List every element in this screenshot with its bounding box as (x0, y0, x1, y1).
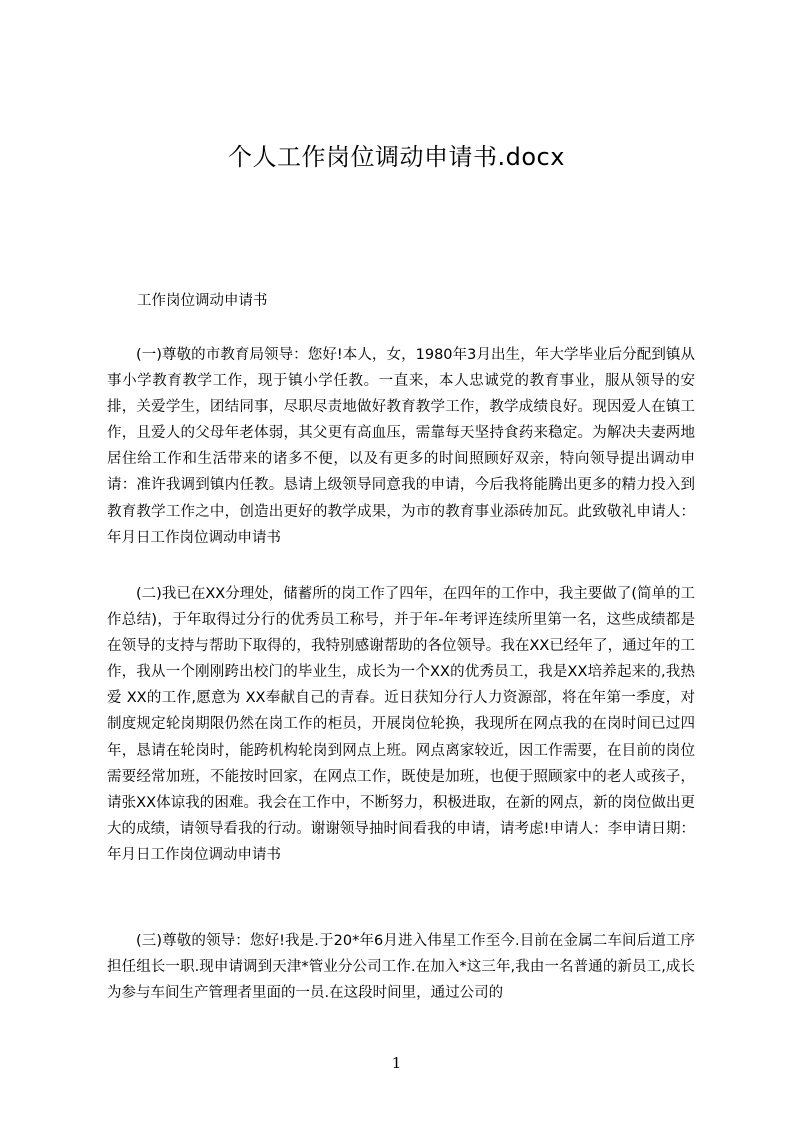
document-subheading: 工作岗位调动申请书 (137, 293, 268, 309)
paragraph-1: (一)尊敬的市教育局领导：您好!本人，女，1980年3月出生，年大学毕业后分配到镇从事小学教育教学工作，现于镇小学任教。一直来，本人忠诚党的教育事业，服从领导的安排，关爱学生，团结同事，尽职尽责地做好教育教学工作，教学成绩良好。现因爱人在镇工作，且爱人的父母年老体弱，其父更有高血压，需靠每天坚持食药来稳定。为解决夫妻两地居住给工作和生活带来的诸多不便，以及有更多的时间照顾好双亲，特向领导提出调动申请：准许我调到镇内任教。恳请上级领导同意我的申请，今后我将能腾出更多的精力投入到教育教学工作之中，创造出更好的教学成果，为市的教育事业添砖加瓦。此致敬礼申请人：年月日工作岗位调动申请书 (107, 347, 695, 546)
document-title: 个人工作岗位调动申请书.docx (228, 143, 565, 171)
paragraph-2: (二)我已在XX分理处，储蓄所的岗工作了四年，在四年的工作中，我主要做了(简单的工作总结)，于年取得过分行的优秀员工称号，并于年-年考评连续所里第一名，这些成绩都是在领导的支持与帮助下取得的，我特别感谢帮助的各位领导。我在XX已经年了，通过年的工作，我从一个刚刚跨出校门的毕业生，成长为一个XX的优秀员工，我是XX培养起来的,我热爱 XX的工作,愿意为 XX奉献自己的青春。近日获知分行人力资源部，将在年第一季度，对制度规定轮岗期限仍然在岗工作的柜员，开展岗位轮换，我现所在网点我的在岗时间已过四年，恳请在轮岗时，能跨机构轮岗到网点上班。网点离家较近，因工作需要，在目前的岗位需要经常加班，不能按时回家，在网点工作，既使是加班，也便于照顾家中的老人或孩子，请张XX体谅我的困难。我会在工作中，不断努力，积极进取，在新的网点，新的岗位做出更大的成绩，请领导看我的行动。谢谢领导抽时间看我的申请，请考虑!申请人：李申请日期：年月日工作岗位调动申请书 (107, 586, 695, 863)
page-number: 1 (391, 1054, 402, 1072)
paragraph-3: (三)尊敬的领导：您好!我是.于20*年6月进入伟星工作至今.目前在金属二车间后道工序担任组长一职.现申请调到天津*管业分公司工作.在加入*这三年,我由一名普通的新员工,成长为参与车间生产管理者里面的一员.在这段时间里，通过公司的 (107, 933, 695, 1002)
